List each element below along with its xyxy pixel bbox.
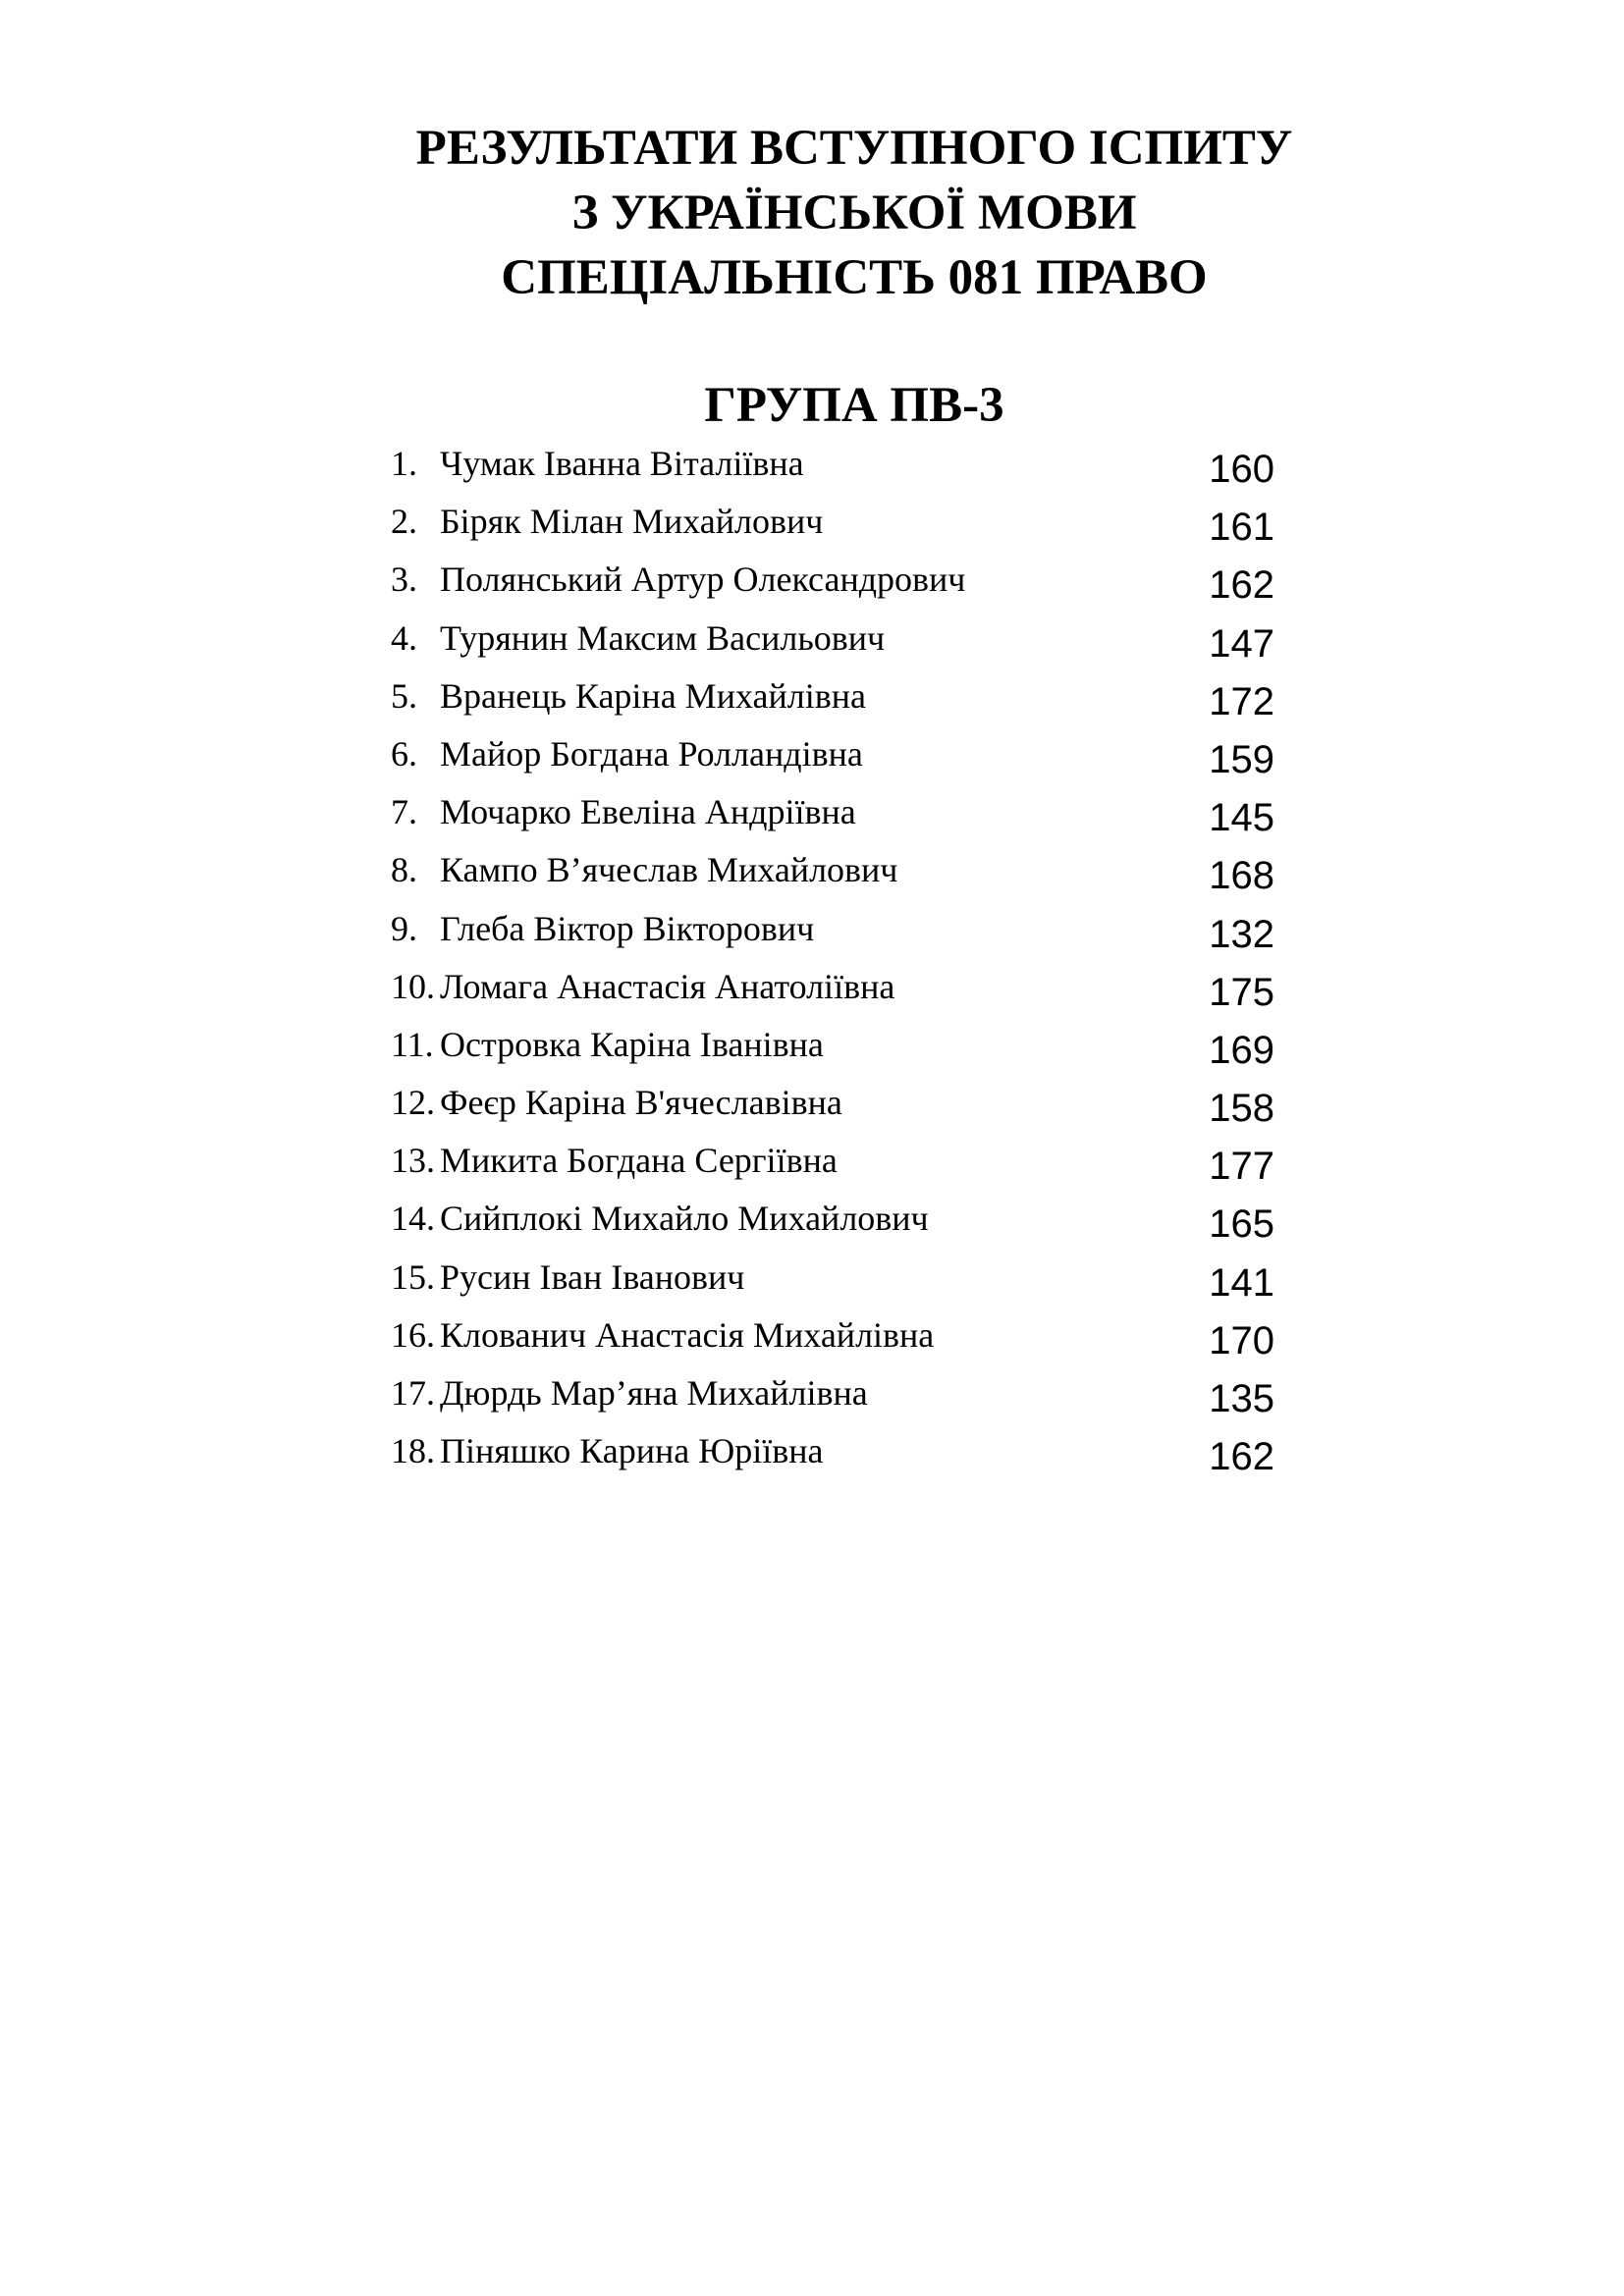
- student-name: Сийплокі Михайло Михайлович: [440, 1199, 929, 1239]
- student-name: Глеба Віктор Вікторович: [440, 908, 815, 948]
- student-score: 165: [1209, 1202, 1274, 1247]
- student-name: Полянський Артур Олександрович: [440, 560, 966, 600]
- student-name: Клованич Анастасія Михайлівна: [440, 1314, 935, 1355]
- student-number: 18.: [391, 1431, 435, 1471]
- list-item: [391, 556, 1274, 614]
- student-score: 145: [1209, 796, 1274, 840]
- title-line: З УКРАЇНСЬКОЇ МОВИ: [571, 186, 1137, 240]
- list-item: [391, 1137, 1274, 1195]
- student-number: 7.: [391, 792, 417, 832]
- student-name: Біряк Мілан Михайлович: [440, 502, 824, 542]
- list-item: [391, 498, 1274, 556]
- list-item: [391, 1427, 1274, 1485]
- student-number: 6.: [391, 733, 417, 774]
- student-number: 15.: [391, 1256, 435, 1297]
- student-score: 162: [1209, 563, 1274, 608]
- student-number: 1.: [391, 444, 417, 483]
- title-line: СПЕЦІАЛЬНІСТЬ 081 ПРАВО: [501, 250, 1208, 305]
- student-score: 147: [1209, 621, 1274, 666]
- list-item: [391, 1311, 1274, 1369]
- student-name: Турянин Максим Васильович: [440, 617, 886, 658]
- student-name: Пiняшко Карина Юріївна: [440, 1431, 824, 1471]
- list-item: [391, 672, 1274, 730]
- student-number: 10.: [391, 966, 435, 1006]
- student-name: Дюрдь Мар’яна Михайлівна: [440, 1373, 868, 1413]
- title-line: РЕЗУЛЬТАТИ ВСТУПНОГО ІСПИТУ: [415, 121, 1293, 176]
- student-name: Майор Богдана Ролландівна: [440, 733, 863, 774]
- student-name: Русин Іван Іванович: [440, 1256, 745, 1297]
- list-item: [391, 1369, 1274, 1427]
- student-number: 3.: [391, 560, 417, 600]
- student-score: 161: [1209, 506, 1274, 550]
- student-number: 11.: [391, 1024, 434, 1064]
- student-name: Микита Богдана Сергіївна: [440, 1141, 838, 1181]
- list-item: [391, 1195, 1274, 1253]
- student-number: 4.: [391, 617, 417, 658]
- student-name: Островка Каріна Іванівна: [440, 1024, 824, 1064]
- list-item: [391, 963, 1274, 1021]
- student-score: 169: [1209, 1028, 1274, 1072]
- student-score: 175: [1209, 970, 1274, 1014]
- student-number: 9.: [391, 908, 417, 948]
- student-score: 135: [1209, 1377, 1274, 1420]
- student-number: 14.: [391, 1199, 435, 1239]
- document-title: [0, 116, 1624, 310]
- student-number: 5.: [391, 675, 417, 716]
- student-number: 8.: [391, 850, 417, 890]
- student-score: 132: [1209, 912, 1274, 956]
- list-item: [391, 730, 1274, 788]
- student-name: Кампо В’ячеслав Михайлович: [440, 850, 898, 890]
- list-item: [391, 1079, 1274, 1137]
- list-item: [391, 788, 1274, 846]
- student-number: 17.: [391, 1373, 435, 1413]
- list-item: [391, 1021, 1274, 1079]
- list-item: [391, 1254, 1274, 1311]
- student-number: 16.: [391, 1314, 435, 1355]
- student-score: 141: [1209, 1260, 1274, 1305]
- list-item: [391, 614, 1274, 672]
- student-list: [391, 440, 1274, 1485]
- student-number: 12.: [391, 1083, 435, 1123]
- list-item: [391, 846, 1274, 904]
- student-score: 170: [1209, 1318, 1274, 1362]
- student-score: 162: [1209, 1435, 1274, 1479]
- student-name: Мочарко Евеліна Андріївна: [440, 792, 856, 832]
- student-score: 160: [1209, 448, 1274, 491]
- student-number: 13.: [391, 1141, 435, 1181]
- student-name: Чумак Іванна Віталіївна: [440, 444, 804, 483]
- student-score: 159: [1209, 737, 1274, 781]
- student-score: 172: [1209, 679, 1274, 723]
- student-score: 177: [1209, 1145, 1274, 1189]
- student-name: Ломага Анастасія Анатоліївна: [440, 966, 895, 1006]
- student-name: Феєр Каріна В'ячеславівна: [440, 1083, 842, 1123]
- list-item: [391, 905, 1274, 963]
- student-score: 158: [1209, 1087, 1274, 1131]
- student-name: Вранець Каріна Михайлівна: [440, 675, 866, 716]
- student-score: 168: [1209, 854, 1274, 898]
- student-number: 2.: [391, 502, 417, 542]
- list-item: [391, 440, 1274, 498]
- group-heading: ГРУПА ПВ-3: [704, 378, 1004, 433]
